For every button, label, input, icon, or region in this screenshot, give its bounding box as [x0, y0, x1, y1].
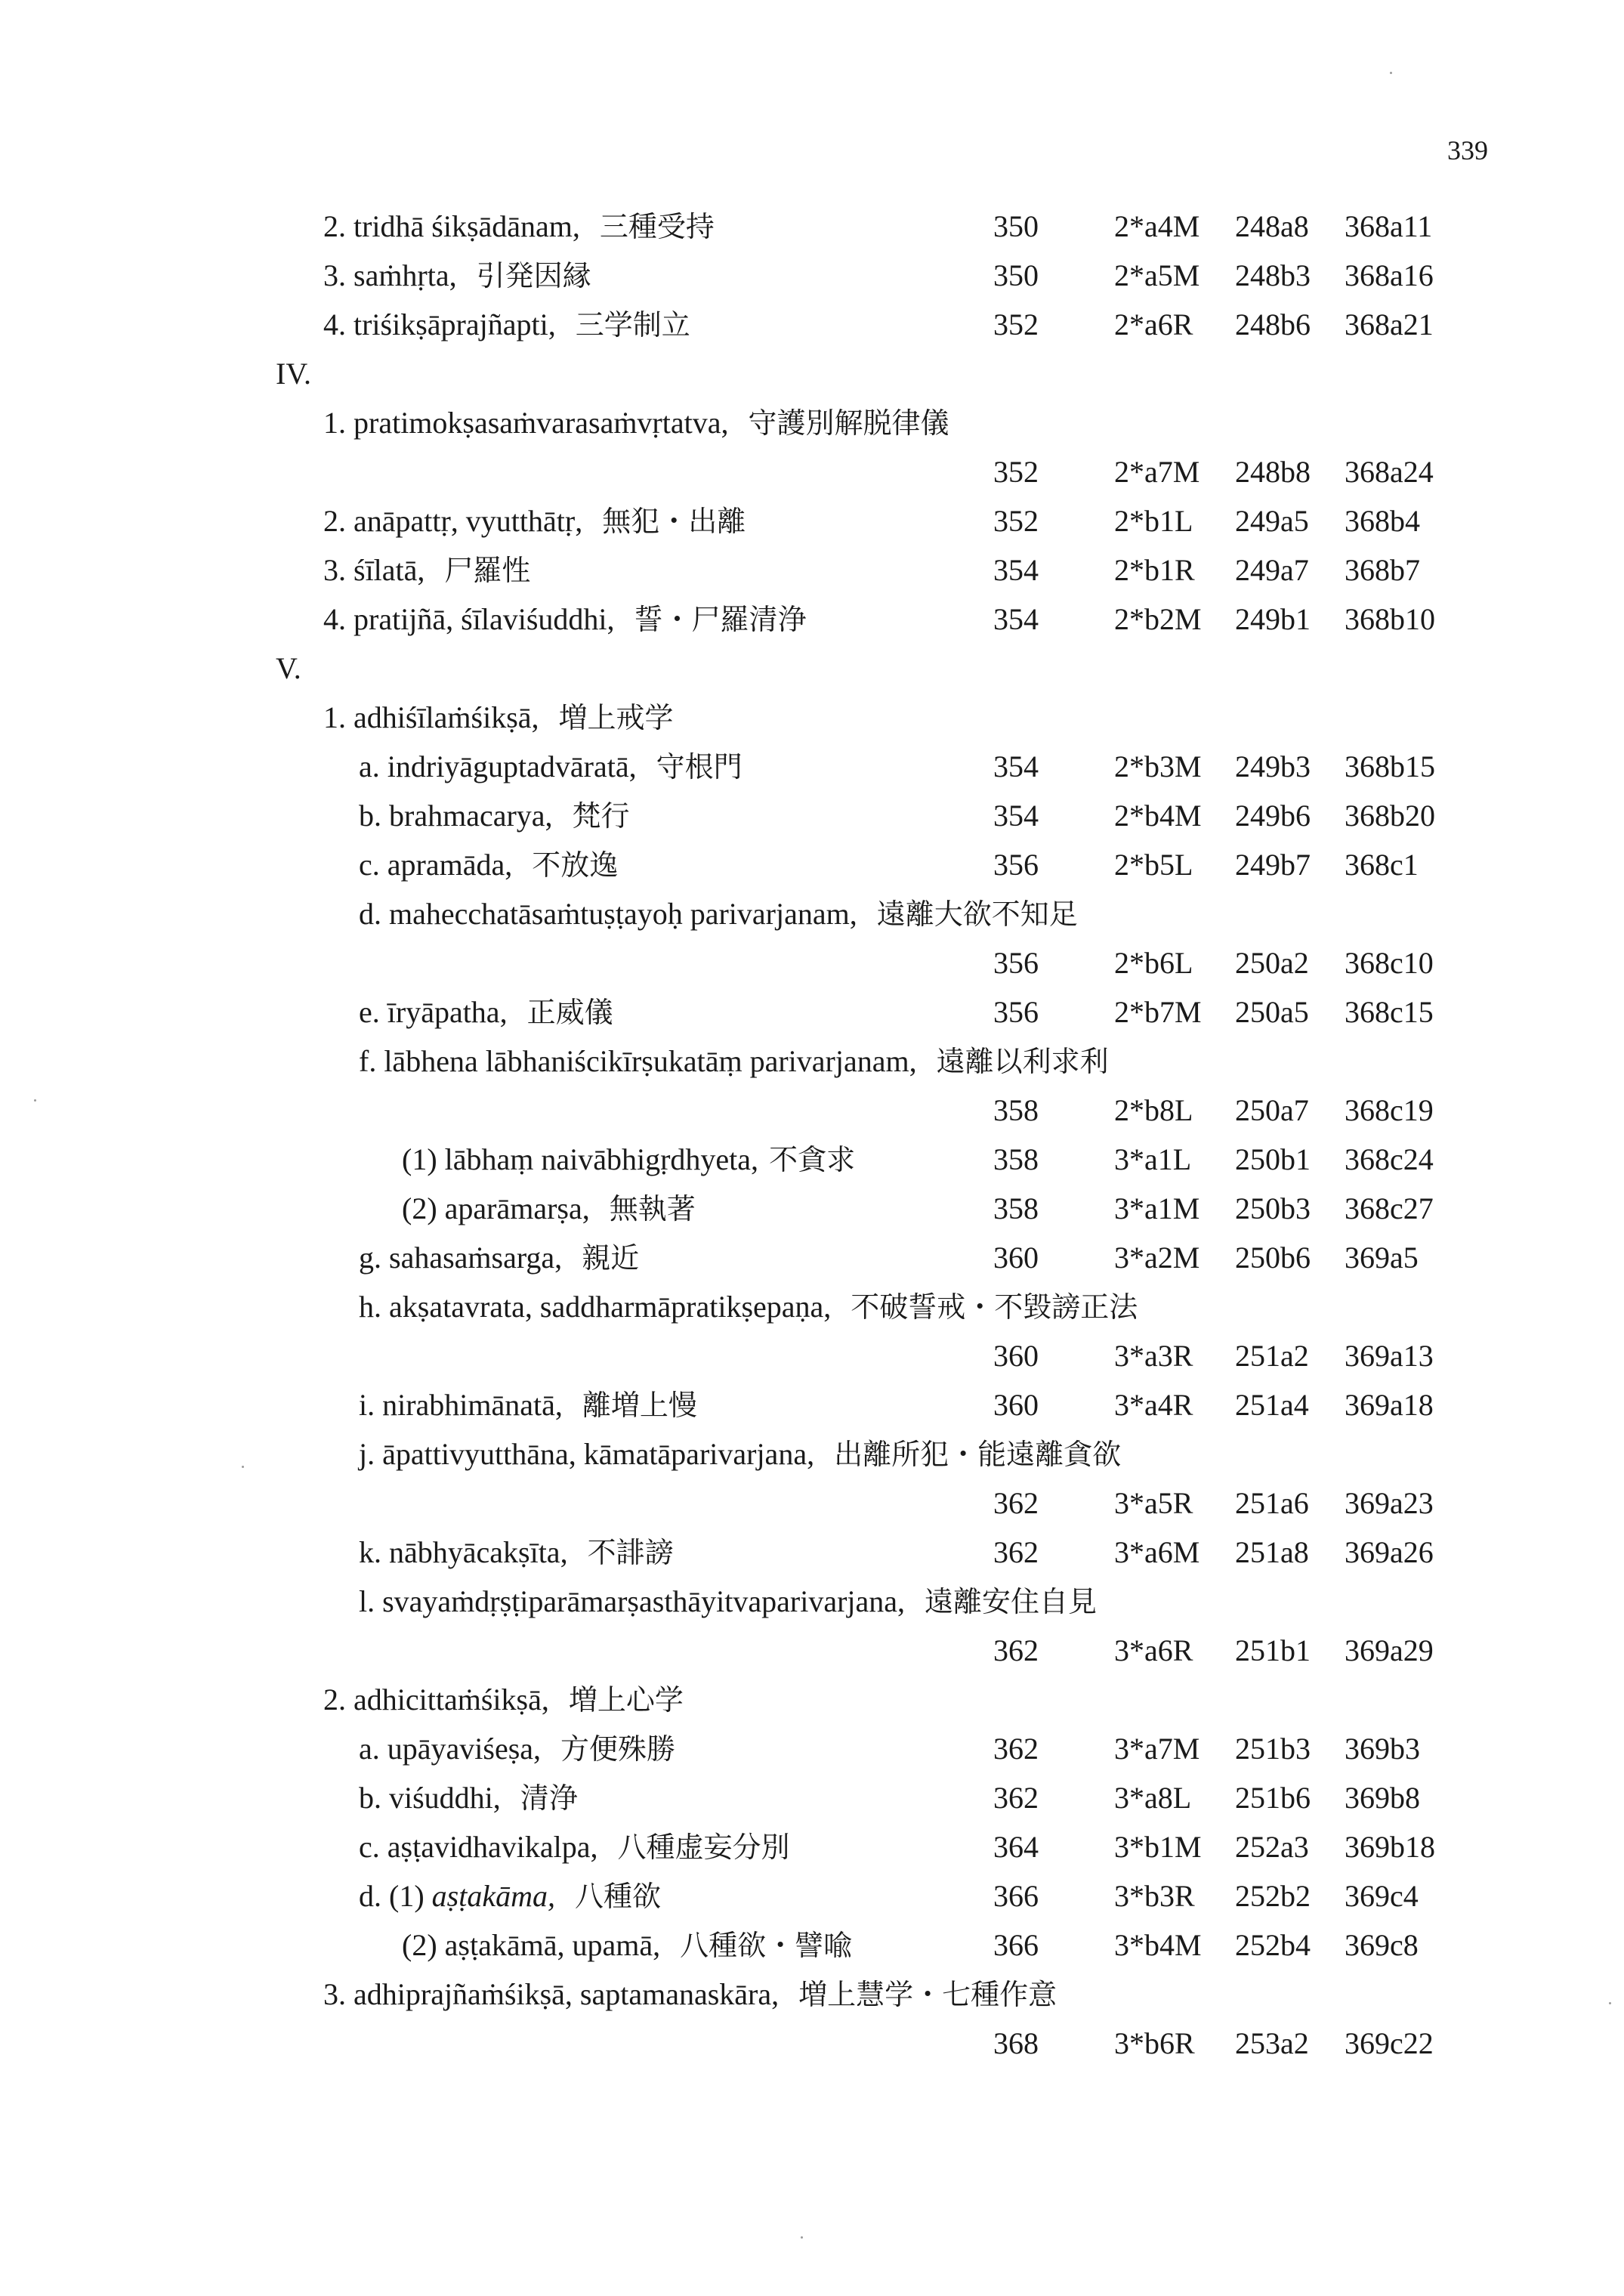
entry-page: 352	[993, 307, 1039, 341]
entry-page: 362	[993, 1633, 1039, 1667]
entry-japanese: 尸羅性	[444, 554, 531, 587]
entry-text: 3. saṁhṛta, 引発因縁	[323, 258, 591, 292]
entry-ref-tibetan: 2*a6R	[1114, 307, 1193, 341]
entry-text: 2. tridhā śikṣādānam, 三種受持	[323, 209, 715, 243]
entry-text: (2) aparāmarṣa, 無執著	[402, 1191, 696, 1225]
entry-japanese: 不貪求	[769, 1143, 856, 1176]
entry-ref-taisho: 368b20	[1345, 799, 1435, 833]
entry-ref-taisho: 369a18	[1345, 1388, 1434, 1422]
entry-ref-a: 252b4	[1235, 1928, 1311, 1962]
entry-japanese: 守根門	[656, 750, 743, 783]
entry-page: 366	[993, 1928, 1039, 1962]
entry-japanese: 出離所犯・能遠離貪欲	[834, 1438, 1122, 1471]
index-entry	[0, 1235, 1624, 1281]
entry-ref-a: 249b1	[1235, 602, 1311, 636]
entry-ref-taisho: 369a5	[1345, 1241, 1419, 1275]
entry-ref-tibetan: 2*a4M	[1114, 209, 1200, 243]
entry-japanese: 誓・尸羅清浄	[634, 603, 807, 636]
index-entry	[0, 744, 1624, 790]
entry-text: d. (1) aṣṭakāma, 八種欲	[359, 1879, 661, 1913]
index-entry	[0, 1284, 1624, 1330]
index-entry	[0, 1039, 1624, 1084]
index-entry	[0, 597, 1624, 642]
entry-japanese: 三種受持	[599, 210, 715, 243]
entry-text: 1. adhiśīlaṁśikṣā, 増上戒学	[323, 700, 674, 734]
index-entry	[0, 1775, 1624, 1821]
index-entry-refs	[0, 1333, 1624, 1379]
page-number: 339	[1447, 135, 1488, 165]
entry-ref-a: 251a8	[1235, 1535, 1309, 1569]
index-entry	[0, 1432, 1624, 1477]
section-heading	[0, 351, 1624, 397]
entry-page: 362	[993, 1535, 1039, 1569]
entry-japanese: 三学制立	[575, 308, 690, 341]
entry-page: 362	[993, 1732, 1039, 1766]
entry-ref-taisho: 368c27	[1345, 1191, 1434, 1225]
entry-page: 354	[993, 799, 1039, 833]
index-entry	[0, 400, 1624, 446]
entry-japanese: 離増上慢	[582, 1389, 697, 1422]
index-entry-refs	[0, 1628, 1624, 1673]
entry-ref-taisho: 369b8	[1345, 1781, 1420, 1815]
index-entry	[0, 1579, 1624, 1624]
entry-text: e. īryāpatha, 正威儀	[359, 995, 613, 1029]
entry-page: 362	[993, 1486, 1039, 1520]
entry-japanese: 不破誓戒・不毀謗正法	[851, 1290, 1138, 1324]
entry-page: 350	[993, 258, 1039, 292]
entry-ref-tibetan: 3*a6R	[1114, 1633, 1193, 1667]
entry-page: 354	[993, 553, 1039, 587]
entry-text: j. āpattivyutthāna, kāmatāparivarjana, 出離所犯・能遠離貪欲	[359, 1437, 1122, 1471]
entry-ref-taisho: 368c19	[1345, 1093, 1434, 1127]
entry-ref-a: 248b6	[1235, 307, 1311, 341]
index-entry-refs	[0, 1481, 1624, 1526]
entry-ref-taisho: 369c8	[1345, 1928, 1419, 1962]
entry-ref-tibetan: 2*b2M	[1114, 602, 1202, 636]
entry-page: 366	[993, 1879, 1039, 1913]
entry-ref-a: 248b8	[1235, 455, 1311, 489]
index-entry	[0, 1874, 1624, 1919]
entry-ref-taisho: 368a11	[1345, 209, 1433, 243]
entry-page: 362	[993, 1781, 1039, 1815]
entry-ref-tibetan: 2*a7M	[1114, 455, 1200, 489]
entry-text: (2) aṣṭakāmā, upamā, 八種欲・譬喩	[402, 1928, 853, 1962]
entry-ref-a: 250a7	[1235, 1093, 1309, 1127]
entry-ref-tibetan: 3*a8L	[1114, 1781, 1192, 1815]
scan-speck	[1390, 72, 1392, 74]
entry-page: 350	[993, 209, 1039, 243]
entry-ref-tibetan: 3*b1M	[1114, 1830, 1202, 1864]
entry-page: 358	[993, 1142, 1039, 1176]
index-entry	[0, 499, 1624, 544]
index-entry-refs	[0, 1088, 1624, 1133]
index-entry	[0, 1186, 1624, 1231]
entry-ref-a: 251a4	[1235, 1388, 1309, 1422]
entry-ref-a: 249b3	[1235, 749, 1311, 783]
index-entry	[0, 1972, 1624, 2017]
entry-ref-taisho: 369b18	[1345, 1830, 1435, 1864]
entry-japanese: 八種虚妄分別	[617, 1831, 790, 1864]
entry-ref-taisho: 369a26	[1345, 1535, 1434, 1569]
entry-ref-taisho: 368c15	[1345, 995, 1434, 1029]
index-entry	[0, 892, 1624, 937]
entry-ref-a: 251b1	[1235, 1633, 1311, 1667]
entry-ref-a: 248b3	[1235, 258, 1311, 292]
entry-text: 3. adhiprajñaṁśikṣā, saptamanaskāra, 増上慧学・七種作意	[323, 1977, 1057, 2011]
entry-ref-tibetan: 2*b6L	[1114, 946, 1193, 980]
index-entry	[0, 253, 1624, 298]
index-entry	[0, 1726, 1624, 1772]
scan-speck	[242, 1466, 244, 1468]
index-entry	[0, 1825, 1624, 1870]
entry-ref-tibetan: 2*b5L	[1114, 848, 1193, 882]
entry-ref-a: 249b7	[1235, 848, 1311, 882]
index-entry	[0, 1383, 1624, 1428]
entry-ref-tibetan: 2*b7M	[1114, 995, 1202, 1029]
entry-text: c. aṣṭavidhavikalpa, 八種虚妄分別	[359, 1830, 790, 1864]
entry-japanese: 八種欲	[574, 1880, 661, 1913]
entry-text: 1. pratimokṣasaṁvarasaṁvṛtatva, 守護別解脱律儀	[323, 406, 949, 440]
scan-speck	[34, 1099, 36, 1102]
entry-ref-taisho: 368b10	[1345, 602, 1435, 636]
entry-ref-tibetan: 3*a4R	[1114, 1388, 1193, 1422]
scan-speck	[1609, 2002, 1611, 2004]
entry-ref-taisho: 369c4	[1345, 1879, 1419, 1913]
entry-ref-tibetan: 2*b4M	[1114, 799, 1202, 833]
entry-page: 356	[993, 946, 1039, 980]
entry-ref-tibetan: 3*a7M	[1114, 1732, 1200, 1766]
entry-ref-taisho: 368b4	[1345, 504, 1420, 538]
entry-ref-tibetan: 2*b3M	[1114, 749, 1202, 783]
index-entry-refs	[0, 450, 1624, 495]
entry-ref-taisho: 368a24	[1345, 455, 1434, 489]
entry-japanese: 親近	[582, 1241, 640, 1275]
entry-ref-a: 250b3	[1235, 1191, 1311, 1225]
entry-ref-tibetan: 3*a1L	[1114, 1142, 1192, 1176]
index-entry	[0, 990, 1624, 1035]
entry-japanese: 清浄	[520, 1781, 578, 1815]
entry-ref-taisho: 369b3	[1345, 1732, 1420, 1766]
entry-text: l. svayaṁdṛṣṭiparāmarṣasthāyitvaparivarjana, 遠離安住自見	[359, 1584, 1098, 1618]
scan-speck	[801, 2236, 803, 2239]
entry-page: 358	[993, 1093, 1039, 1127]
entry-ref-tibetan: 2*b1L	[1114, 504, 1193, 538]
entry-ref-taisho: 369a29	[1345, 1633, 1434, 1667]
entry-ref-a: 251b3	[1235, 1732, 1311, 1766]
entry-ref-taisho: 369a23	[1345, 1486, 1434, 1520]
section-label: V.	[276, 651, 301, 685]
entry-ref-a: 253a2	[1235, 2026, 1309, 2060]
entry-ref-tibetan: 2*a5M	[1114, 258, 1200, 292]
entry-ref-taisho: 368c10	[1345, 946, 1434, 980]
entry-ref-tibetan: 3*a1M	[1114, 1191, 1200, 1225]
entry-ref-tibetan: 3*a5R	[1114, 1486, 1193, 1520]
entry-ref-tibetan: 3*a3R	[1114, 1339, 1193, 1373]
entry-japanese: 遠離安住自見	[925, 1585, 1098, 1618]
entry-page: 354	[993, 602, 1039, 636]
entry-page: 358	[993, 1191, 1039, 1225]
entry-ref-taisho: 368c24	[1345, 1142, 1434, 1176]
entry-japanese: 正威儀	[526, 996, 613, 1029]
entry-ref-taisho: 368a16	[1345, 258, 1434, 292]
index-entry	[0, 1677, 1624, 1723]
entry-text: h. akṣatavrata, saddharmāpratikṣepaṇa, 不破誓戒・不毀謗正法	[359, 1290, 1138, 1324]
index-entry	[0, 793, 1624, 839]
entry-text: 2. adhicittaṁśikṣā, 増上心学	[323, 1683, 684, 1717]
entry-text: d. mahecchatāsaṁtuṣṭayoḥ parivarjanam, 遠離大欲不知足	[359, 897, 1078, 931]
entry-japanese: 増上慧学・七種作意	[798, 1978, 1057, 2011]
entry-ref-tibetan: 3*a2M	[1114, 1241, 1200, 1275]
section-label: IV.	[276, 357, 312, 391]
entry-page: 360	[993, 1241, 1039, 1275]
entry-page: 360	[993, 1388, 1039, 1422]
index-entry	[0, 548, 1624, 593]
index-entry	[0, 302, 1624, 348]
entry-japanese: 不放逸	[532, 848, 619, 882]
entry-ref-tibetan: 3*b4M	[1114, 1928, 1202, 1962]
entry-ref-a: 250a2	[1235, 946, 1309, 980]
entry-ref-a: 250b1	[1235, 1142, 1311, 1176]
entry-page: 360	[993, 1339, 1039, 1373]
entry-text: b. brahmacarya, 梵行	[359, 799, 630, 833]
entry-japanese: 八種欲・譬喩	[680, 1929, 853, 1962]
entry-japanese: 方便殊勝	[560, 1732, 676, 1766]
entry-text: 4. triśikṣāprajñapti, 三学制立	[323, 307, 690, 341]
entry-text: a. indriyāguptadvāratā, 守根門	[359, 749, 743, 783]
entry-ref-tibetan: 3*b3R	[1114, 1879, 1195, 1913]
index-entry	[0, 842, 1624, 888]
entry-text: f. lābhena lābhaniścikīrṣukatāṃ parivarjanam, 遠離以利求利	[359, 1044, 1109, 1078]
entry-ref-a: 251a6	[1235, 1486, 1309, 1520]
entry-ref-tibetan: 2*b8L	[1114, 1093, 1193, 1127]
entry-japanese: 無執著	[609, 1192, 696, 1225]
entry-ref-a: 251a2	[1235, 1339, 1309, 1373]
entry-text: 3. śīlatā, 尸羅性	[323, 553, 531, 587]
entry-ref-tibetan: 3*b6R	[1114, 2026, 1195, 2060]
index-entry	[0, 1530, 1624, 1575]
entry-ref-a: 249b6	[1235, 799, 1311, 833]
entry-ref-taisho: 369c22	[1345, 2026, 1434, 2060]
entry-ref-taisho: 368a21	[1345, 307, 1434, 341]
entry-japanese: 無犯・出離	[602, 505, 746, 538]
entry-page: 354	[993, 749, 1039, 783]
entry-ref-a: 250b6	[1235, 1241, 1311, 1275]
entry-japanese: 引発因縁	[476, 259, 591, 292]
entry-text: a. upāyaviśeṣa, 方便殊勝	[359, 1732, 676, 1766]
entry-text: (1) lābhaṃ naivābhigṛdhyeta, 不貪求	[402, 1142, 856, 1176]
entry-page: 352	[993, 504, 1039, 538]
entry-page: 356	[993, 848, 1039, 882]
entry-text: k. nābhyācakṣīta, 不誹謗	[359, 1535, 674, 1569]
index-entry-refs	[0, 941, 1624, 986]
entry-text: i. nirabhimānatā, 離増上慢	[359, 1388, 697, 1422]
entry-ref-a: 251b6	[1235, 1781, 1311, 1815]
index-entry-refs	[0, 2021, 1624, 2066]
entry-ref-a: 249a7	[1235, 553, 1309, 587]
index-entry	[0, 695, 1624, 740]
entry-text: 2. anāpattṛ, vyutthātṛ, 無犯・出離	[323, 504, 746, 538]
entry-ref-a: 252a3	[1235, 1830, 1309, 1864]
entry-ref-a: 249a5	[1235, 504, 1309, 538]
entry-japanese: 増上心学	[568, 1683, 684, 1717]
entry-ref-taisho: 369a13	[1345, 1339, 1434, 1373]
entry-ref-tibetan: 3*a6M	[1114, 1535, 1200, 1569]
entry-japanese: 増上戒学	[558, 701, 674, 734]
entry-text: 4. pratijñā, śīlaviśuddhi, 誓・尸羅清浄	[323, 602, 807, 636]
entry-text: c. apramāda, 不放逸	[359, 848, 619, 882]
entry-ref-tibetan: 2*b1R	[1114, 553, 1195, 587]
index-entry	[0, 1137, 1624, 1182]
entry-italic-term: aṣṭakāma,	[431, 1879, 555, 1913]
entry-japanese: 遠離以利求利	[936, 1045, 1109, 1078]
entry-ref-a: 248a8	[1235, 209, 1309, 243]
entry-text: b. viśuddhi, 清浄	[359, 1781, 578, 1815]
entry-ref-taisho: 368b7	[1345, 553, 1420, 587]
entry-ref-a: 250a5	[1235, 995, 1309, 1029]
entry-japanese: 守護別解脱律儀	[748, 406, 949, 440]
entry-japanese: 遠離大欲不知足	[876, 898, 1078, 931]
section-heading	[0, 646, 1624, 691]
entry-page: 368	[993, 2026, 1039, 2060]
entry-ref-taisho: 368c1	[1345, 848, 1419, 882]
entry-japanese: 梵行	[572, 799, 630, 833]
entry-page: 356	[993, 995, 1039, 1029]
entry-text: g. sahasaṁsarga, 親近	[359, 1241, 640, 1275]
entry-page: 352	[993, 455, 1039, 489]
entry-ref-a: 252b2	[1235, 1879, 1311, 1913]
index-entry	[0, 1923, 1624, 1968]
entry-page: 364	[993, 1830, 1039, 1864]
entry-ref-taisho: 368b15	[1345, 749, 1435, 783]
entry-japanese: 不誹謗	[587, 1536, 674, 1569]
index-entry	[0, 204, 1624, 249]
